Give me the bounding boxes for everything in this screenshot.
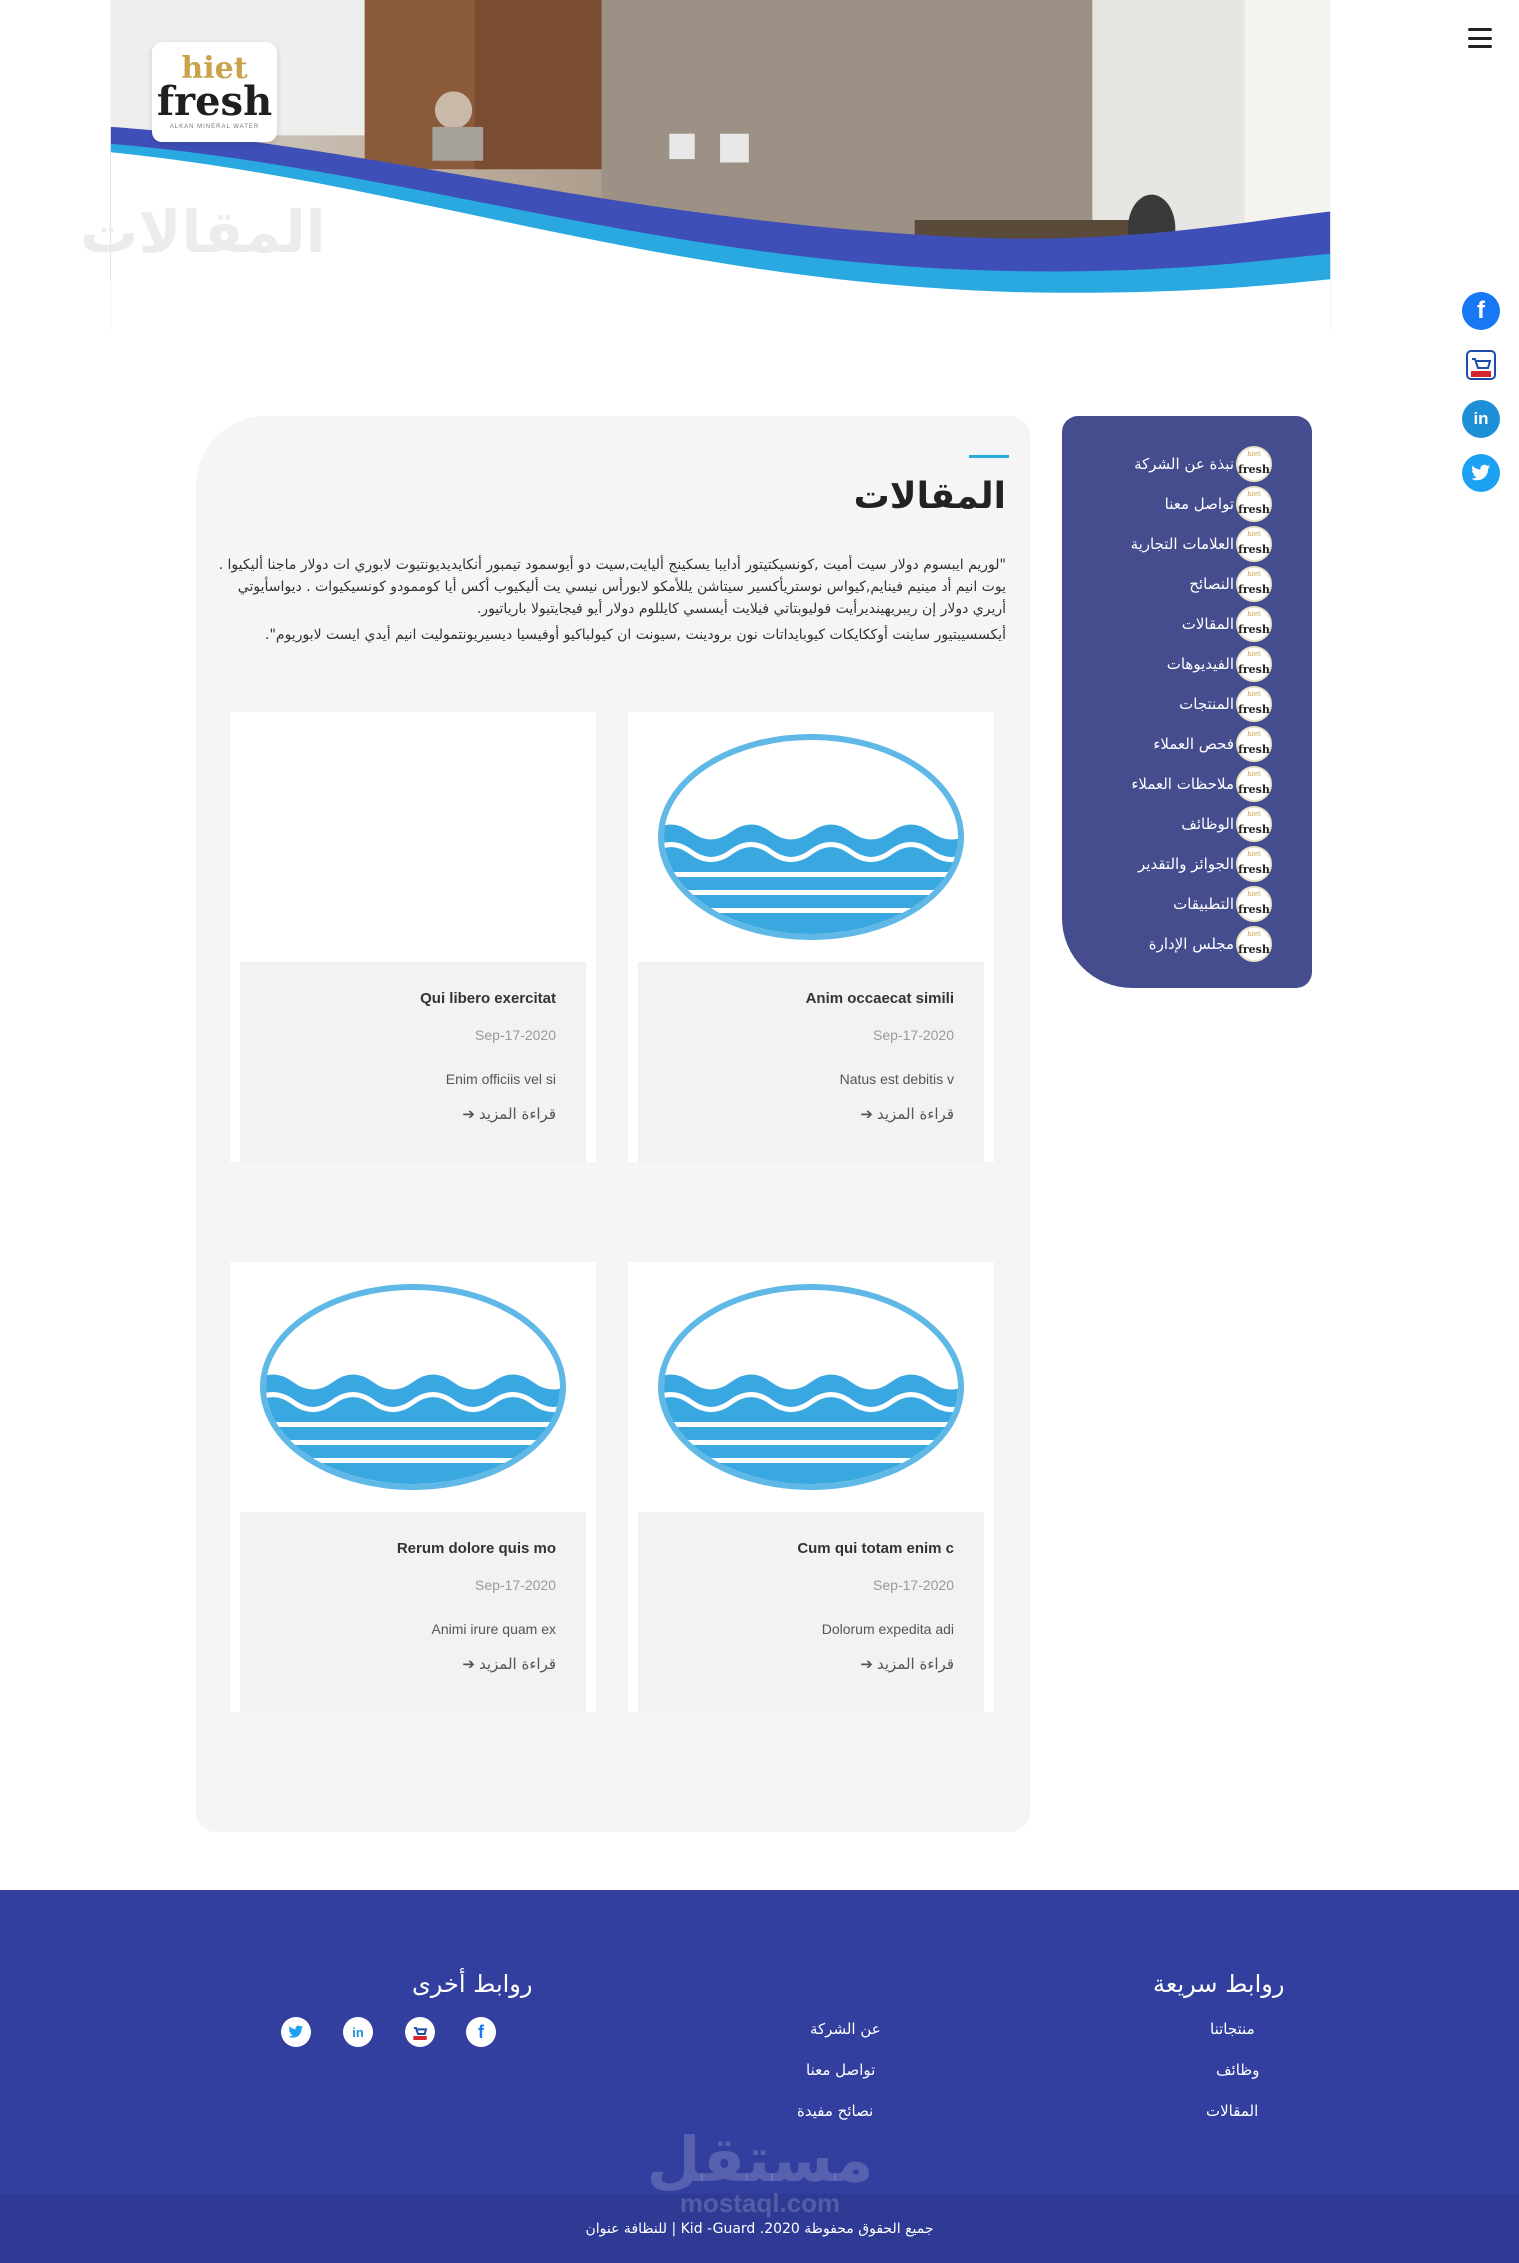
- sidebar-item-board[interactable]: [1062, 924, 1272, 964]
- article-title[interactable]: Rerum dolore quis mo: [396, 1540, 556, 1557]
- sidebar-item-label: الفيديوهات: [1166, 655, 1234, 673]
- article-card-body: [638, 962, 984, 1162]
- copyright-text: جميع الحقوق محفوظة 2020. Kid -Guard | للنظافة عنوان: [585, 2220, 934, 2237]
- sidebar-item-label: الجوائز والتقدير: [1138, 855, 1234, 873]
- sidebar-item-customer-check[interactable]: [1062, 724, 1272, 764]
- article-title[interactable]: Cum qui totam enim c: [797, 1540, 954, 1557]
- sidebar-nav: [1062, 416, 1312, 988]
- linkedin-icon[interactable]: in: [343, 2017, 373, 2047]
- read-more-label: قراءة المزيد: [876, 1655, 954, 1673]
- logo-tagline: ALKAN MINERAL WATER: [169, 124, 260, 130]
- brand-badge-icon: hiet fresh: [1236, 646, 1272, 682]
- read-more-link[interactable]: [668, 1655, 954, 1673]
- arrow-right-icon: ➔: [860, 1655, 873, 1673]
- sidebar-item-label: فحص العملاء: [1153, 735, 1234, 753]
- read-more-link[interactable]: [270, 1655, 556, 1673]
- article-title[interactable]: Qui libero exercitat: [420, 990, 556, 1007]
- arrow-right-icon: ➔: [462, 1105, 475, 1123]
- logo-top-text: hiet: [181, 51, 248, 86]
- brand-badge-icon: hiet fresh: [1236, 886, 1272, 922]
- brand-badge-icon: hiet fresh: [1236, 806, 1272, 842]
- read-more-link[interactable]: [270, 1105, 556, 1123]
- sidebar-item-jobs[interactable]: [1062, 804, 1272, 844]
- article-card[interactable]: [628, 712, 994, 1162]
- footer-link-jobs[interactable]: وظائف: [1216, 2061, 1260, 2079]
- article-date: Sep-17-2020: [873, 1027, 954, 1043]
- brand-badge-icon: hiet fresh: [1236, 926, 1272, 962]
- logo-bottom-text: fresh: [156, 78, 273, 125]
- shop-cart-icon[interactable]: [1462, 346, 1500, 384]
- facebook-icon[interactable]: f: [466, 2017, 496, 2047]
- brand-logo[interactable]: [152, 42, 277, 142]
- intro-paragraph-1: "لوريم ايبسوم دولار سيت أميت ,كونسيكتيتور أدايبا يسكينج أليايت,سيت دو أيوسمود تيمبور أنكايديديونتيوت لابوري ات دولار ماجنا أليكيوا . يوت انيم أد مينيم فينايم,كيواس نوستريأكسير سيتاشن يللأمكو لابورأس نيسي يت أليكيوب أكس أيا كوممودو كونسيكيوات . ديواسأيوتي أريري دولار إن ريبريهينديرأيت فوليوبتاتي فيلايت أيسسي كايللوم دولار أيو فيجايتيولا بارياتيور.: [218, 557, 1006, 617]
- arrow-right-icon: ➔: [462, 1655, 475, 1673]
- sidebar-item-label: الوظائف: [1181, 815, 1234, 833]
- sidebar-item-label: التطبيقات: [1173, 895, 1234, 913]
- sidebar-item-apps[interactable]: [1062, 884, 1272, 924]
- brand-badge-icon: hiet fresh: [1236, 686, 1272, 722]
- article-date: Sep-17-2020: [475, 1577, 556, 1593]
- sidebar-item-videos[interactable]: [1062, 644, 1272, 684]
- read-more-label: قراءة المزيد: [478, 1105, 556, 1123]
- sidebar-item-label: نبذة عن الشركة: [1134, 455, 1234, 473]
- brand-badge-icon: hiet fresh: [1236, 766, 1272, 802]
- sidebar-item-label: المقالات: [1181, 615, 1234, 633]
- article-date: Sep-17-2020: [475, 1027, 556, 1043]
- article-excerpt: Animi irure quam ex: [431, 1621, 556, 1637]
- article-excerpt: Dolorum expedita adi: [821, 1621, 954, 1637]
- article-title[interactable]: Anim occaecat simili: [805, 990, 954, 1007]
- social-rail: [1462, 292, 1500, 508]
- arrow-right-icon: ➔: [860, 1105, 873, 1123]
- article-excerpt: Enim officiis vel si: [445, 1071, 556, 1087]
- article-date: Sep-17-2020: [873, 1577, 954, 1593]
- read-more-label: قراءة المزيد: [478, 1655, 556, 1673]
- brand-badge-icon: hiet fresh: [1236, 566, 1272, 602]
- water-logo-icon: [651, 1272, 971, 1502]
- read-more-label: قراءة المزيد: [876, 1105, 954, 1123]
- hero-title: المقالات: [80, 198, 326, 266]
- sidebar-item-label: مجلس الإدارة: [1148, 935, 1234, 953]
- sidebar-item-customer-notes[interactable]: [1062, 764, 1272, 804]
- brand-badge-icon: hiet fresh: [1236, 486, 1272, 522]
- article-card[interactable]: [230, 712, 596, 1162]
- intro-text: [206, 554, 1006, 650]
- read-more-link[interactable]: [668, 1105, 954, 1123]
- watermark: [640, 2123, 880, 2218]
- watermark-arabic: مستقل: [646, 2123, 874, 2196]
- facebook-icon[interactable]: f: [1462, 292, 1500, 330]
- brand-badge-icon: hiet fresh: [1236, 606, 1272, 642]
- footer-link-products[interactable]: منتجاتنا: [1210, 2020, 1255, 2038]
- article-card-body: [638, 1512, 984, 1712]
- watermark-latin: mostaql.com: [679, 2188, 841, 2218]
- menu-icon[interactable]: [1468, 28, 1492, 48]
- brand-badge-icon: hiet fresh: [1236, 846, 1272, 882]
- article-card-body: [240, 962, 586, 1162]
- sidebar-item-contact[interactable]: [1062, 484, 1272, 524]
- article-excerpt: Natus est debitis v: [839, 1071, 954, 1087]
- brand-badge-icon: hiet fresh: [1236, 446, 1272, 482]
- article-card[interactable]: [230, 1262, 596, 1712]
- sidebar-item-tips[interactable]: [1062, 564, 1272, 604]
- twitter-icon[interactable]: [281, 2017, 311, 2047]
- brand-badge-icon: hiet fresh: [1236, 526, 1272, 562]
- intro-paragraph-2: أيكسسيبتيور ساينت أوككايكات كيوبايداتات نون برودينت ,سيونت ان كيولباكيو أوفيسيا ديسيريونتموليت انيم أيدي ايست لابوريوم".: [265, 627, 1006, 643]
- water-logo-icon: [253, 1272, 573, 1502]
- articles-panel: [196, 416, 1030, 1832]
- twitter-icon[interactable]: [1462, 454, 1500, 492]
- quick-links-title: روابط سريعة: [1153, 1970, 1285, 1998]
- brand-badge-icon: hiet fresh: [1236, 726, 1272, 762]
- title-accent-line: [969, 455, 1009, 458]
- sidebar-item-brands[interactable]: [1062, 524, 1272, 564]
- footer-link-about[interactable]: عن الشركة: [810, 2020, 881, 2038]
- sidebar-item-label: النصائح: [1189, 575, 1234, 593]
- article-image[interactable]: [628, 712, 994, 962]
- article-card[interactable]: [628, 1262, 994, 1712]
- page-title: المقالات: [853, 476, 1006, 517]
- article-card-body: [240, 1512, 586, 1712]
- other-links-title: روابط أخرى: [412, 1970, 533, 1998]
- footer-link-contact[interactable]: تواصل معنا: [806, 2061, 876, 2079]
- linkedin-icon[interactable]: in: [1462, 400, 1500, 438]
- shop-cart-icon[interactable]: [405, 2017, 435, 2047]
- article-image[interactable]: [628, 1262, 994, 1512]
- sidebar-item-articles[interactable]: [1062, 604, 1272, 644]
- sidebar-item-label: تواصل معنا: [1164, 495, 1234, 513]
- sidebar-item-products[interactable]: [1062, 684, 1272, 724]
- hero-banner: [0, 0, 1441, 390]
- sidebar-item-label: العلامات التجارية: [1130, 535, 1234, 553]
- sidebar-item-about[interactable]: [1062, 444, 1272, 484]
- article-image[interactable]: [230, 1262, 596, 1512]
- article-image-placeholder[interactable]: [230, 712, 596, 962]
- sidebar-item-label: ملاحظات العملاء: [1131, 775, 1234, 793]
- water-logo-icon: [651, 722, 971, 952]
- footer-link-articles[interactable]: المقالات: [1206, 2102, 1259, 2120]
- sidebar-item-label: المنتجات: [1179, 695, 1234, 713]
- footer-link-tips[interactable]: نصائح مفيدة: [797, 2102, 874, 2120]
- sidebar-item-awards[interactable]: [1062, 844, 1272, 884]
